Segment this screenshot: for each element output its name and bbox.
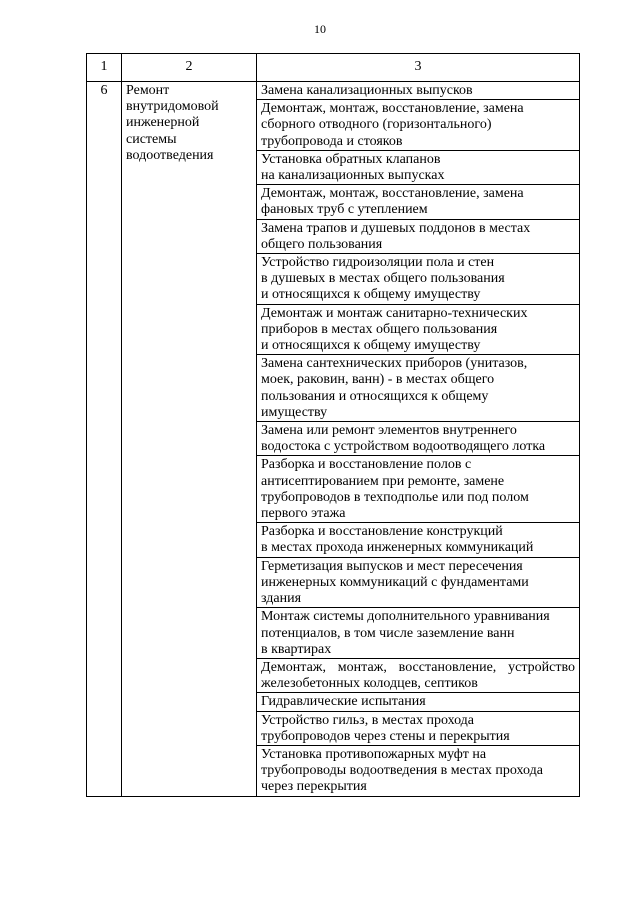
system-name-line: системы xyxy=(126,131,177,147)
work-item xyxy=(257,745,580,796)
work-item-line: и относящихся к общему имуществу xyxy=(261,287,481,303)
work-item-line: потенциалов, в том числе заземление ванн xyxy=(261,625,515,641)
work-item-line: Демонтаж, монтаж, восстановление, замена xyxy=(261,101,524,117)
work-item-line: Замена или ремонт элементов внутреннего xyxy=(261,423,517,439)
table-row xyxy=(87,82,580,100)
work-item-line: на канализационных выпусках xyxy=(261,168,445,184)
system-name-line: Ремонт xyxy=(126,83,170,98)
work-item-line: первого этажа xyxy=(261,506,346,522)
work-item xyxy=(257,711,580,745)
system-name-line: водоотведения xyxy=(126,147,214,163)
work-item-line: моек, раковин, ванн) - в местах общего xyxy=(261,372,495,388)
work-item-line: Установка противопожарных муфт на xyxy=(261,746,487,762)
page-number: 10 xyxy=(314,22,326,36)
system-name-line: инженерной xyxy=(126,115,200,131)
work-item-line: фановых труб с утеплением xyxy=(261,202,428,218)
work-item-line: трубопроводы водоотведения в местах прохода xyxy=(261,763,543,779)
work-item-line: пользования и относящихся к общему xyxy=(261,388,489,404)
work-item-line: инженерных коммуникаций с фундаментами xyxy=(261,574,529,590)
header-row xyxy=(87,54,580,82)
header-col-1: 1 xyxy=(87,54,122,82)
work-item xyxy=(257,82,580,100)
work-item xyxy=(257,185,580,219)
work-item xyxy=(257,100,580,151)
work-item-line: Устройство гидроизоляции пола и стен xyxy=(261,255,495,271)
work-item xyxy=(257,219,580,253)
work-item-line: Замена канализационных выпусков xyxy=(261,83,473,98)
work-item-line: имуществу xyxy=(261,404,328,420)
work-item-line: водостока с устройством водоотводящего лотка xyxy=(261,439,546,455)
work-item xyxy=(257,304,580,355)
work-item-line: Разборка и восстановление конструкций xyxy=(261,524,503,540)
work-item-line: общего пользования xyxy=(261,236,383,252)
work-item xyxy=(257,693,580,711)
work-item-line: трубопровода и стояков xyxy=(261,133,403,149)
work-item-line: здания xyxy=(261,591,302,607)
work-item xyxy=(257,658,580,692)
work-item xyxy=(257,422,580,456)
work-item-line: Гидравлические испытания xyxy=(261,694,426,710)
work-item xyxy=(257,254,580,305)
work-item-line: Герметизация выпусков и мест пересечения xyxy=(261,558,523,574)
work-item-line: Замена трапов и душевых поддонов в местах xyxy=(261,220,531,236)
work-item-line: Разборка и восстановление полов с xyxy=(261,457,472,473)
work-item xyxy=(257,456,580,523)
work-item-line: Устройство гильз, в местах прохода xyxy=(261,712,475,728)
work-item-line: Монтаж системы дополнительного уравнивания xyxy=(261,609,550,625)
header-col-2: 2 xyxy=(122,54,257,82)
work-item-line: Демонтаж, монтаж, восстановление, замена xyxy=(261,186,524,202)
work-item xyxy=(257,150,580,184)
work-item-line: трубопроводов через стены и перекрытия xyxy=(261,728,510,744)
header-col-3: 3 xyxy=(257,54,580,82)
works-table xyxy=(86,53,580,797)
work-item-line: в местах прохода инженерных коммуникаций xyxy=(261,540,534,556)
system-name-line: внутридомовой xyxy=(126,99,219,115)
work-item xyxy=(257,557,580,608)
work-item-line: железобетонных колодцев, септиков xyxy=(261,676,478,692)
work-item-line: Установка обратных клапанов xyxy=(261,151,441,167)
work-item xyxy=(257,608,580,659)
work-item-line: антисептированием при ремонте, замене xyxy=(261,473,505,489)
work-item xyxy=(257,523,580,557)
work-item-line: Демонтаж, монтаж, восстановление, устройство xyxy=(261,659,575,675)
work-item-line: в квартирах xyxy=(261,641,332,657)
work-item xyxy=(257,355,580,422)
work-item-line: и относящихся к общему имуществу xyxy=(261,338,481,354)
work-item-line: в душевых в местах общего пользования xyxy=(261,271,505,287)
work-item-line: через перекрытия xyxy=(261,779,367,795)
system-name xyxy=(122,82,257,797)
work-item-line: Демонтаж и монтаж санитарно-технических xyxy=(261,305,528,321)
work-item-line: приборов в местах общего пользования xyxy=(261,321,498,337)
work-item-line: Замена сантехнических приборов (унитазов, xyxy=(261,356,528,372)
work-item-line: сборного отводного (горизонтального) xyxy=(261,117,492,133)
work-item-line: трубопроводов в техподполье или под полом xyxy=(261,489,529,505)
row-number: 6 xyxy=(87,82,122,797)
